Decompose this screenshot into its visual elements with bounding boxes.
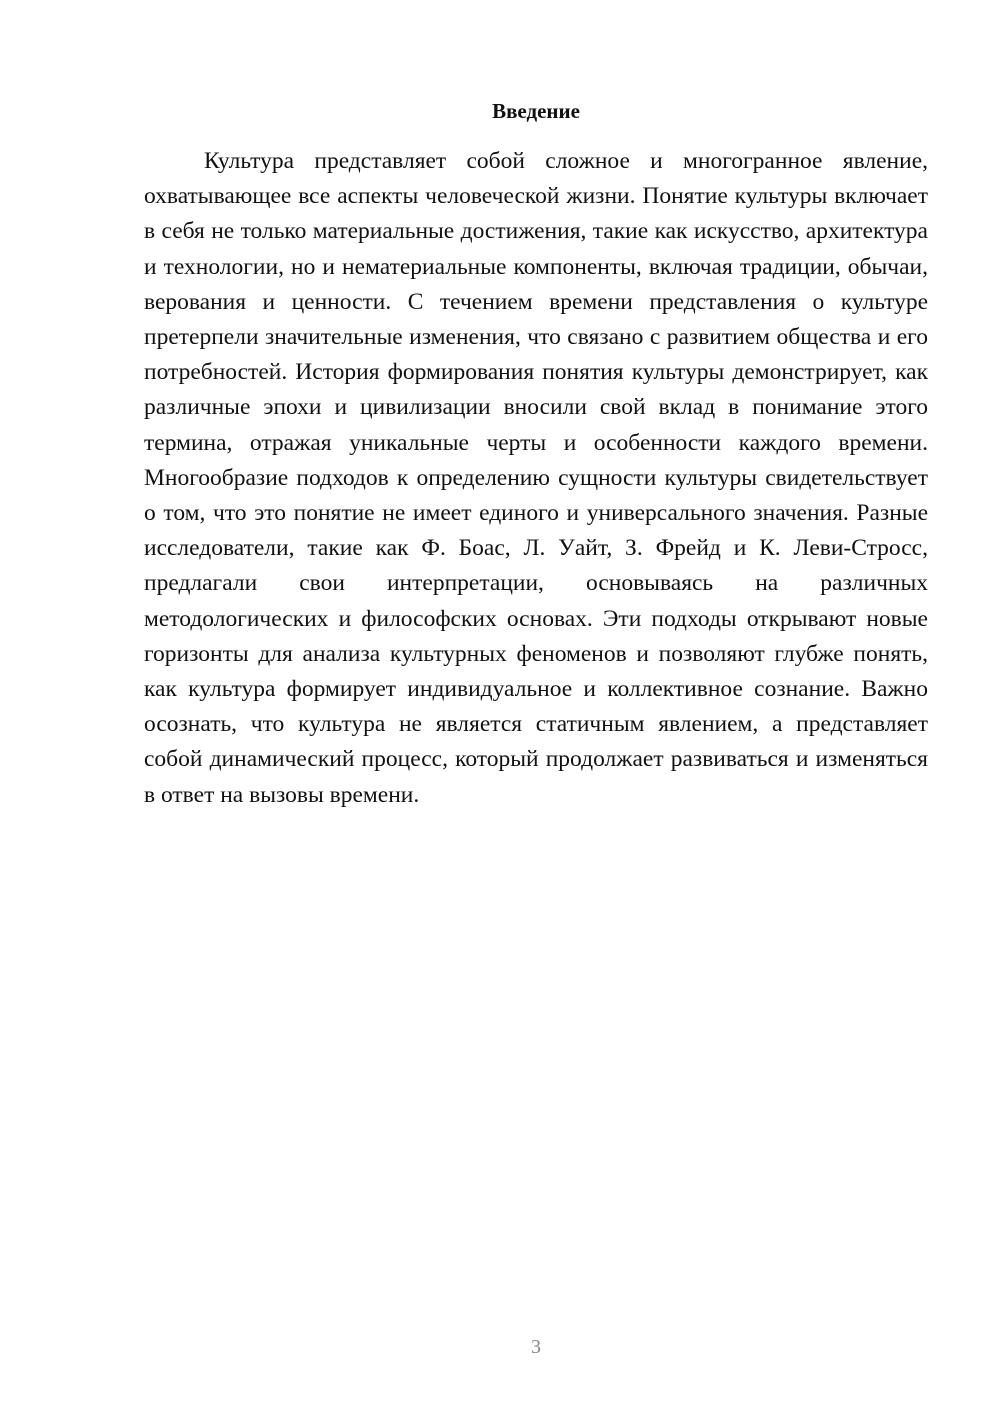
body-paragraph: Культура представляет собой сложное и многогранное явление, охватывающее все аспекты человеческой жизни. Понятие культуры включает в себя не только материальные достижения, такие как искусство, архитектура и технологии, но и нематериальные компоненты, включая традиции, обычаи, верования и ценности. С течением времени представления о культуре претерпели значительные изменения, что связано с развитием общества и его потребностей. История формирования понятия культуры демонстрирует, как различные эпохи и цивилизации вносили свой вклад в понимание этого термина, отражая уникальные черты и особенности каждого времени. Многообразие подходов к определению сущности культуры свидетельствует о том, что это понятие не имеет единого и универсального значения. Разные исследователи, такие как Ф. Боас, Л. Уайт, З. Фрейд и К. Леви-Стросс, предлагали свои интерпретации, основываясь на различных методологических и философских основах. Эти подходы открывают новые горизонты для анализа культурных феноменов и позволяют глубже понять, как культура формирует индивидуальное и коллективное сознание. Важно осознать, что культура не является статичным явлением, а представляет собой динамический процесс, который продолжает развиваться и изменяться в ответ на вызовы времени. <box>144 148 928 808</box>
page-title: Введение <box>492 99 580 123</box>
page-number: 3 <box>531 1336 541 1358</box>
